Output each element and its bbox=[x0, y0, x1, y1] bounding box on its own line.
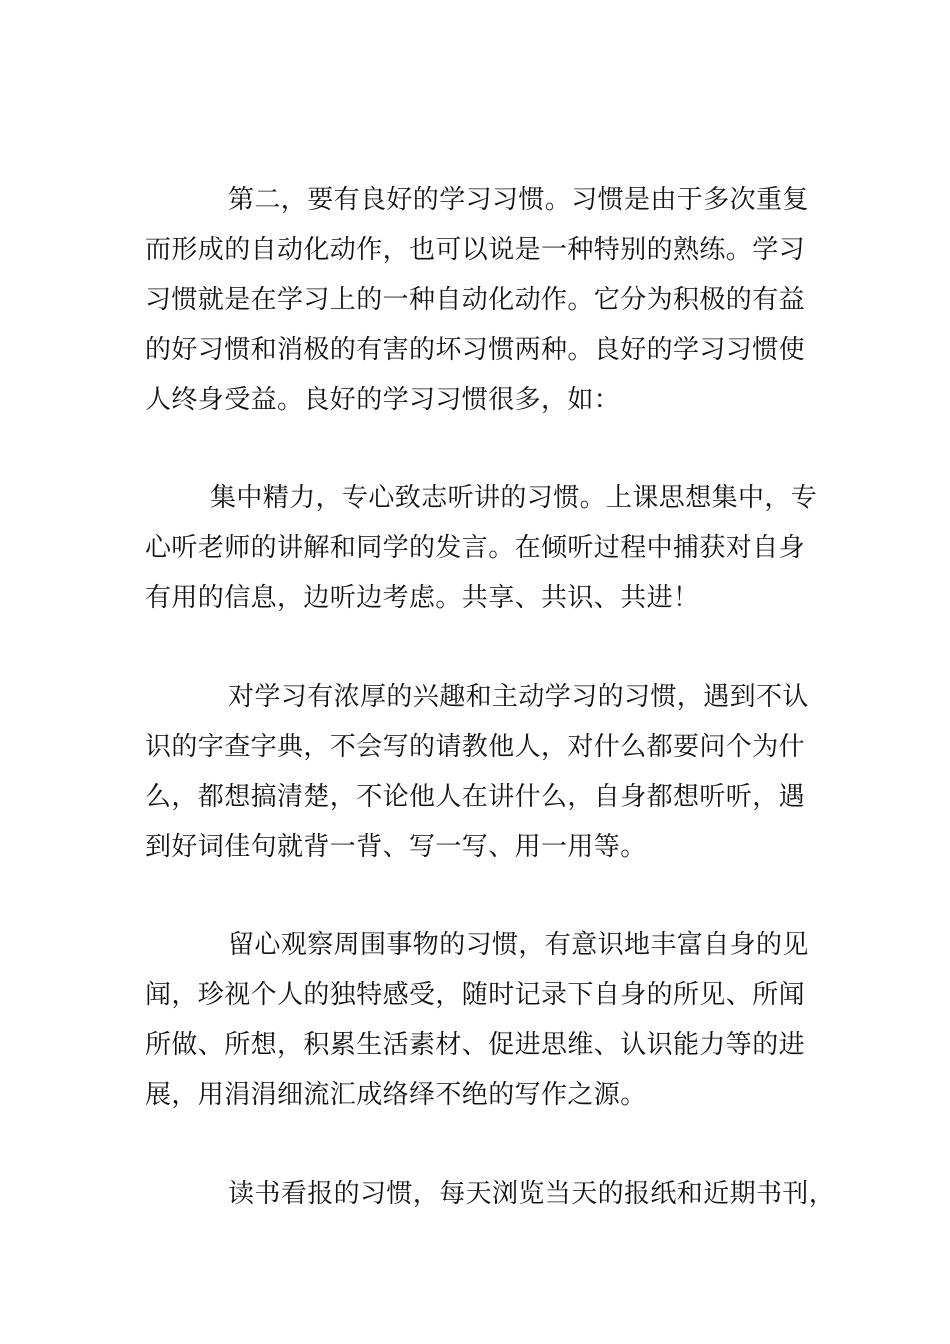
paragraph-line: 对学习有浓厚的兴趣和主动学习的习惯，遇到不认 bbox=[228, 682, 809, 712]
paragraph-line: 有用的信息，边听边考虑。共享、共识、共进！ bbox=[145, 583, 700, 613]
paragraph-line: 展，用涓涓细流汇成络绎不绝的写作之源。 bbox=[145, 1080, 647, 1110]
paragraph-line: 的好习惯和消极的有害的坏习惯两种。良好的学习习惯使 bbox=[145, 335, 806, 365]
paragraph-line: 识的字查字典，不会写的请教他人，对什么都要问个为什 bbox=[145, 732, 806, 762]
paragraph-line: 心听老师的讲解和同学的发言。在倾听过程中捕获对自身 bbox=[145, 533, 806, 563]
paragraph-line: 习惯就是在学习上的一种自动化动作。它分为积极的有益 bbox=[145, 285, 806, 315]
paragraph-line: 闻，珍视个人的独特感受，随时记录下自身的所见、所闻 bbox=[145, 980, 806, 1010]
paragraph-line: 到好词佳句就背一背、写一写、用一用等。 bbox=[145, 832, 647, 862]
paragraph-line: 人终身受益。良好的学习习惯很多，如： bbox=[145, 385, 621, 415]
paragraph-line: 么，都想搞清楚，不论他人在讲什么，自身都想听听，遇 bbox=[145, 782, 806, 812]
paragraph-line: 读书看报的习惯，每天浏览当天的报纸和近期书刊， bbox=[228, 1179, 836, 1209]
paragraph-line: 而形成的自动化动作，也可以说是一种特别的熟练。学习 bbox=[145, 235, 806, 265]
paragraph-line: 第二，要有良好的学习习惯。习惯是由于多次重复 bbox=[228, 185, 809, 215]
paragraph-line: 所做、所想，积累生活素材、促进思维、认识能力等的进 bbox=[145, 1030, 806, 1060]
paragraph-line: 留心观察周围事物的习惯，有意识地丰富自身的见 bbox=[228, 930, 809, 960]
paragraph-line: 集中精力，专心致志听讲的习惯。上课思想集中，专 bbox=[210, 483, 818, 513]
